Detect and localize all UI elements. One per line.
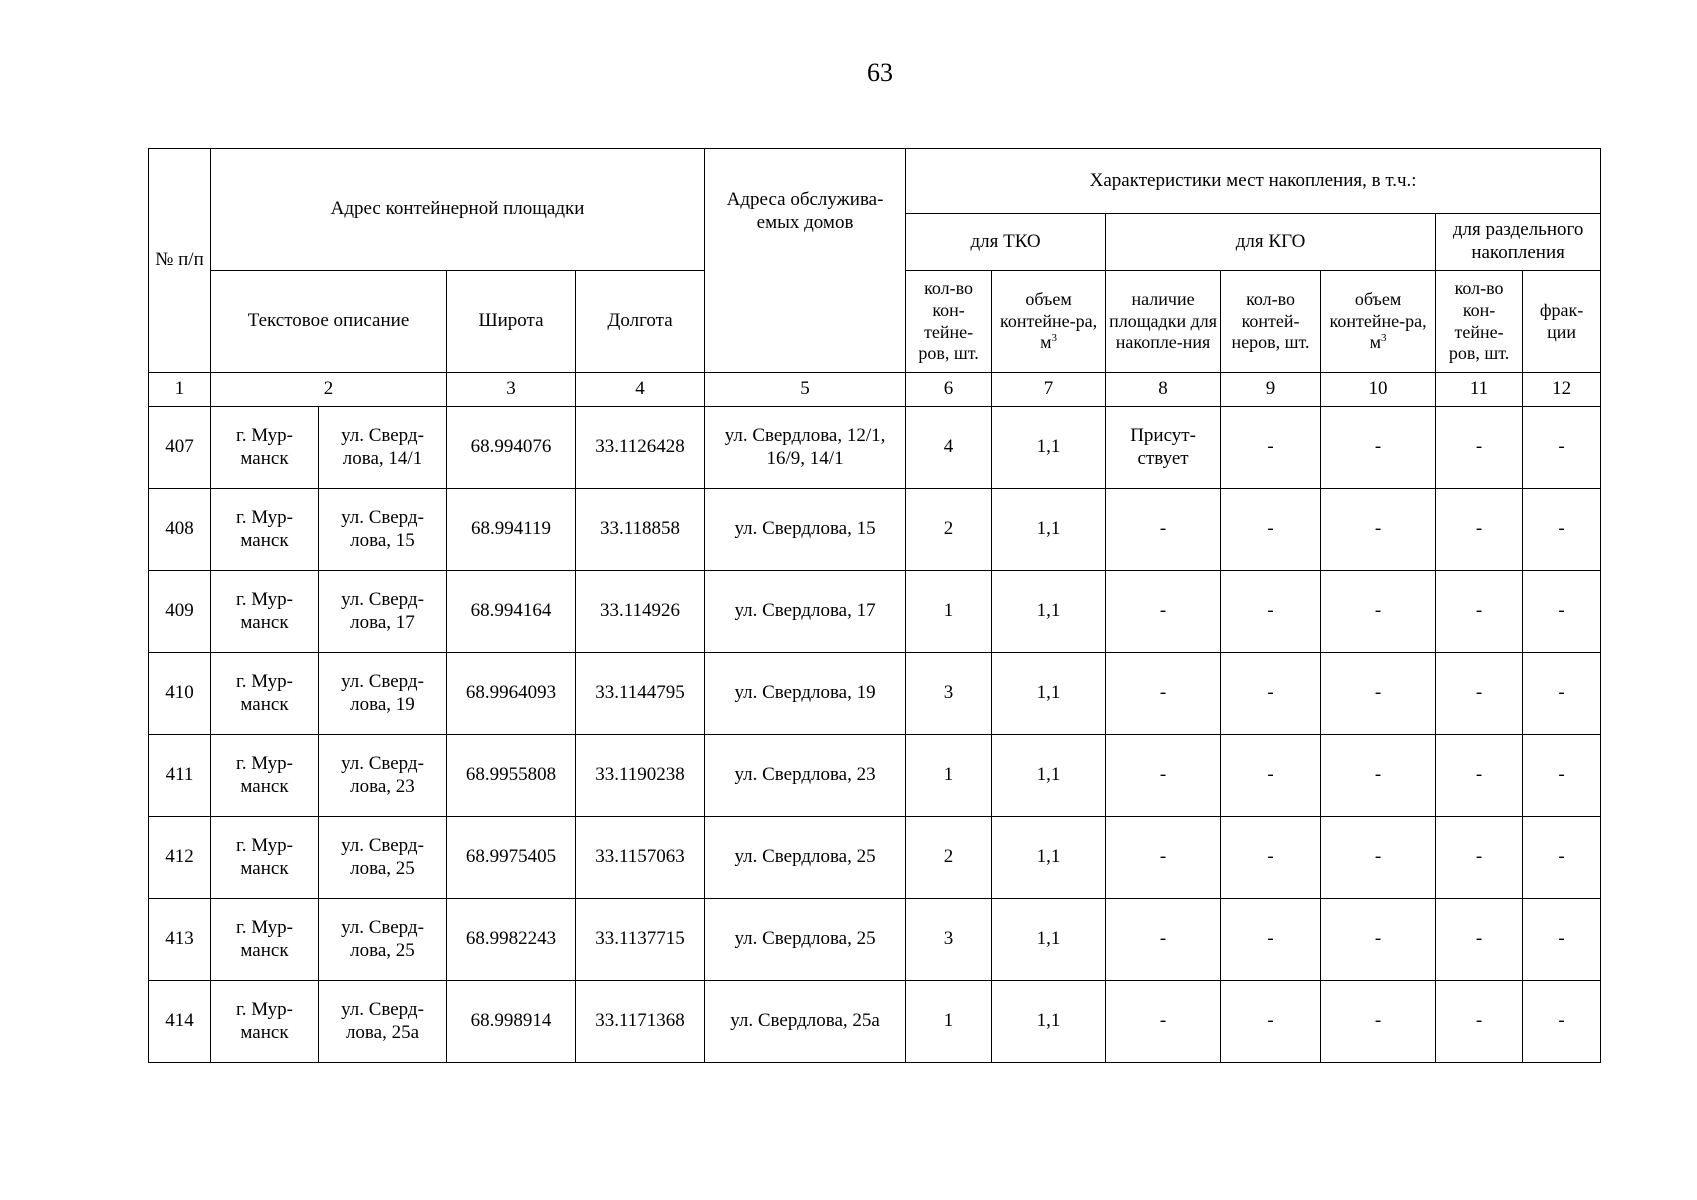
cell-kgo-count: - (1221, 489, 1321, 571)
cell-row-number: 408 (149, 489, 211, 571)
cell-sep-count: - (1436, 489, 1523, 571)
column-number: 9 (1221, 373, 1321, 407)
table-row (149, 735, 1601, 817)
cell-kgo-volume: - (1321, 489, 1436, 571)
header-longitude: Долгота (576, 271, 705, 373)
cell-row-number: 412 (149, 817, 211, 899)
cell-street: ул. Сверд-лова, 23 (319, 735, 447, 817)
cell-kgo-volume: - (1321, 571, 1436, 653)
header-address-group: Адрес контейнерной площадки (211, 149, 705, 271)
cell-tko-volume: 1,1 (992, 981, 1106, 1063)
cell-row-number: 413 (149, 899, 211, 981)
column-number: 8 (1106, 373, 1221, 407)
column-number: 7 (992, 373, 1106, 407)
cell-tko-volume: 1,1 (992, 407, 1106, 489)
column-number: 1 (149, 373, 211, 407)
header-kgo-volume: объем контейне-ра, $м^3$ (1321, 271, 1436, 373)
cell-served-houses: ул. Свердлова, 25а (705, 981, 906, 1063)
header-kgo-count: кол-во контей-неров, шт. (1221, 271, 1321, 373)
cell-tko-count: 4 (906, 407, 992, 489)
cell-latitude: 68.9982243 (447, 899, 576, 981)
cell-kgo-site: - (1106, 489, 1221, 571)
cell-sep-count: - (1436, 653, 1523, 735)
cell-kgo-site: - (1106, 571, 1221, 653)
cell-street: ул. Сверд-лова, 19 (319, 653, 447, 735)
column-number: 10 (1321, 373, 1436, 407)
cell-served-houses: ул. Свердлова, 17 (705, 571, 906, 653)
cell-tko-count: 2 (906, 817, 992, 899)
cell-street: ул. Сверд-лова, 14/1 (319, 407, 447, 489)
cell-longitude: 33.114926 (576, 571, 705, 653)
cell-tko-count: 2 (906, 489, 992, 571)
cell-kgo-count: - (1221, 817, 1321, 899)
cell-kgo-volume: - (1321, 981, 1436, 1063)
header-tko-count: кол-во кон-тейне-ров, шт. (906, 271, 992, 373)
column-number: 5 (705, 373, 906, 407)
column-number: 2 (211, 373, 447, 407)
cell-kgo-site: - (1106, 981, 1221, 1063)
table-row (149, 899, 1601, 981)
cell-sep-fractions: - (1523, 407, 1601, 489)
cell-sep-count: - (1436, 817, 1523, 899)
cell-tko-volume: 1,1 (992, 817, 1106, 899)
cell-city: г. Мур-манск (211, 735, 319, 817)
cell-city: г. Мур-манск (211, 407, 319, 489)
cell-tko-volume: 1,1 (992, 571, 1106, 653)
cell-latitude: 68.9975405 (447, 817, 576, 899)
column-number: 6 (906, 373, 992, 407)
cell-served-houses: ул. Свердлова, 25 (705, 817, 906, 899)
header-num: № п/п (149, 149, 211, 373)
cell-tko-volume: 1,1 (992, 735, 1106, 817)
cell-tko-volume: 1,1 (992, 489, 1106, 571)
cell-sep-count: - (1436, 735, 1523, 817)
header-sep-fractions: фрак-ции (1523, 271, 1601, 373)
column-number: 12 (1523, 373, 1601, 407)
column-numbers-row (149, 373, 1601, 407)
cell-kgo-volume: - (1321, 735, 1436, 817)
cell-tko-volume: 1,1 (992, 899, 1106, 981)
cell-row-number: 411 (149, 735, 211, 817)
cell-kgo-count: - (1221, 981, 1321, 1063)
cell-kgo-count: - (1221, 735, 1321, 817)
cell-kgo-count: - (1221, 571, 1321, 653)
cell-longitude: 33.1144795 (576, 653, 705, 735)
cell-city: г. Мур-манск (211, 981, 319, 1063)
cell-tko-count: 3 (906, 653, 992, 735)
cell-sep-fractions: - (1523, 571, 1601, 653)
cell-city: г. Мур-манск (211, 817, 319, 899)
header-served-houses: Адреса обслужива-емых домов (705, 149, 906, 373)
header-sep-count: кол-во кон-тейне-ров, шт. (1436, 271, 1523, 373)
cell-latitude: 68.9964093 (447, 653, 576, 735)
cell-kgo-site: Присут-ствует (1106, 407, 1221, 489)
header-text-description: Текстовое описание (211, 271, 447, 373)
cell-kgo-volume: - (1321, 899, 1436, 981)
cell-sep-fractions: - (1523, 899, 1601, 981)
container-sites-table (148, 148, 1601, 1063)
table-header (149, 149, 1601, 407)
cell-row-number: 414 (149, 981, 211, 1063)
cell-city: г. Мур-манск (211, 653, 319, 735)
cell-sep-count: - (1436, 571, 1523, 653)
cell-sep-fractions: - (1523, 817, 1601, 899)
cell-latitude: 68.994164 (447, 571, 576, 653)
column-number: 11 (1436, 373, 1523, 407)
cell-kgo-volume: - (1321, 407, 1436, 489)
cell-tko-count: 3 (906, 899, 992, 981)
cell-row-number: 409 (149, 571, 211, 653)
header-tko: для ТКО (906, 214, 1106, 271)
header-separate: для раздельного накопления (1436, 214, 1601, 271)
cell-city: г. Мур-манск (211, 489, 319, 571)
cell-street: ул. Сверд-лова, 25 (319, 817, 447, 899)
cell-kgo-volume: - (1321, 653, 1436, 735)
cell-longitude: 33.118858 (576, 489, 705, 571)
cell-city: г. Мур-манск (211, 571, 319, 653)
header-characteristics: Характеристики мест накопления, в т.ч.: (906, 149, 1601, 214)
cell-served-houses: ул. Свердлова, 15 (705, 489, 906, 571)
header-kgo-site: наличие площадки для накопле-ния (1106, 271, 1221, 373)
cell-street: ул. Сверд-лова, 17 (319, 571, 447, 653)
table-row (149, 817, 1601, 899)
cell-street: ул. Сверд-лова, 25 (319, 899, 447, 981)
column-number: 4 (576, 373, 705, 407)
cell-longitude: 33.1126428 (576, 407, 705, 489)
cell-street: ул. Сверд-лова, 25а (319, 981, 447, 1063)
cell-kgo-count: - (1221, 899, 1321, 981)
table-body (149, 407, 1601, 1063)
cell-served-houses: ул. Свердлова, 25 (705, 899, 906, 981)
cell-tko-count: 1 (906, 571, 992, 653)
cell-kgo-count: - (1221, 407, 1321, 489)
cell-sep-fractions: - (1523, 981, 1601, 1063)
cell-sep-count: - (1436, 899, 1523, 981)
cell-kgo-count: - (1221, 653, 1321, 735)
table-row (149, 489, 1601, 571)
cell-longitude: 33.1157063 (576, 817, 705, 899)
cell-served-houses: ул. Свердлова, 23 (705, 735, 906, 817)
header-latitude: Широта (447, 271, 576, 373)
table-row (149, 407, 1601, 489)
cell-kgo-volume: - (1321, 817, 1436, 899)
cell-city: г. Мур-манск (211, 899, 319, 981)
cell-sep-count: - (1436, 981, 1523, 1063)
cell-served-houses: ул. Свердлова, 19 (705, 653, 906, 735)
cell-longitude: 33.1171368 (576, 981, 705, 1063)
cell-kgo-site: - (1106, 735, 1221, 817)
cell-row-number: 407 (149, 407, 211, 489)
cell-kgo-site: - (1106, 899, 1221, 981)
header-kgo: для КГО (1106, 214, 1436, 271)
cell-tko-count: 1 (906, 735, 992, 817)
cell-tko-count: 1 (906, 981, 992, 1063)
cell-kgo-site: - (1106, 653, 1221, 735)
cell-latitude: 68.9955808 (447, 735, 576, 817)
cell-latitude: 68.994076 (447, 407, 576, 489)
column-number: 3 (447, 373, 576, 407)
cell-latitude: 68.998914 (447, 981, 576, 1063)
cell-sep-fractions: - (1523, 735, 1601, 817)
header-tko-volume: объем контейне-ра, $м^3$ (992, 271, 1106, 373)
table-row (149, 571, 1601, 653)
table-row (149, 981, 1601, 1063)
cell-kgo-site: - (1106, 817, 1221, 899)
cell-longitude: 33.1137715 (576, 899, 705, 981)
cell-served-houses: ул. Свердлова, 12/1, 16/9, 14/1 (705, 407, 906, 489)
cell-longitude: 33.1190238 (576, 735, 705, 817)
cell-sep-fractions: - (1523, 653, 1601, 735)
cell-tko-volume: 1,1 (992, 653, 1106, 735)
cell-row-number: 410 (149, 653, 211, 735)
cell-latitude: 68.994119 (447, 489, 576, 571)
cell-street: ул. Сверд-лова, 15 (319, 489, 447, 571)
cell-sep-count: - (1436, 407, 1523, 489)
page-number: 63 (867, 58, 893, 87)
table-row (149, 653, 1601, 735)
cell-sep-fractions: - (1523, 489, 1601, 571)
